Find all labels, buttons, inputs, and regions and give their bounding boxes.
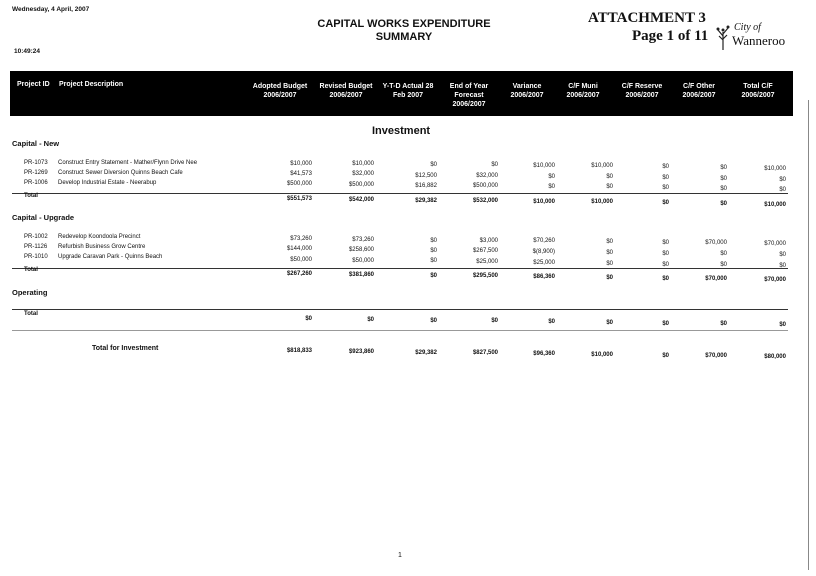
cell-ytd: $0 [430, 238, 437, 244]
total-ytd: $0 [430, 318, 437, 324]
grand-total-total-cf: $80,000 [764, 354, 786, 360]
col-cf-muni-line2: 2006/2007 [566, 92, 600, 99]
cell-variance: $0 [548, 184, 555, 190]
cell-forecast: $25,000 [476, 259, 498, 265]
cell-forecast: $0 [491, 162, 498, 168]
grand-total-cf-reserve: $0 [662, 353, 669, 359]
total-total-cf: $10,000 [764, 202, 786, 208]
col-variance-line1: Variance [512, 83, 542, 90]
cell-ytd: $16,882 [415, 183, 437, 189]
col-cf-other [674, 82, 724, 100]
total-adopted: $0 [305, 316, 312, 322]
col-cf-muni-line1: C/F Muni [568, 83, 598, 90]
section-capital-upgrade: Capital - Upgrade [12, 213, 75, 222]
total-forecast: $295,500 [472, 273, 498, 279]
cell-cf-reserve: $0 [662, 185, 669, 191]
total-ytd: $29,382 [415, 198, 437, 204]
row-project-desc: Develop Industrial Estate - Neerabup [58, 180, 157, 186]
row-project-id: PR-1073 [24, 160, 48, 166]
cell-total-cf: $10,000 [764, 166, 786, 172]
row-project-desc: Redevelop Koondoola Precinct [58, 234, 141, 240]
section-operating: Operating [12, 288, 48, 297]
cell-cf-other: $0 [720, 251, 727, 257]
total-cf-reserve: $0 [662, 276, 669, 282]
cell-ytd: $0 [430, 258, 437, 264]
col-ytd-line2: Feb 2007 [393, 92, 423, 99]
total-variance: $86,360 [533, 274, 555, 280]
total-cf-reserve: $0 [662, 200, 669, 206]
cell-revised: $258,600 [348, 247, 374, 253]
cell-adopted: $10,000 [290, 161, 312, 167]
total-revised: $0 [367, 317, 374, 323]
cell-cf-other: $0 [720, 186, 727, 192]
cell-adopted: $41,573 [290, 171, 312, 177]
col-cf-other-line1: C/F Other [683, 83, 715, 90]
cell-cf-reserve: $0 [662, 251, 669, 257]
col-cf-reserve-line1: C/F Reserve [621, 83, 663, 90]
category-title: Investment [372, 125, 431, 137]
section-rule [12, 330, 788, 331]
cell-adopted: $50,000 [290, 257, 312, 263]
cell-forecast: $3,000 [479, 238, 498, 244]
cell-forecast: $32,000 [476, 173, 498, 179]
col-cf-reserve [614, 82, 670, 100]
cell-ytd: $0 [430, 248, 437, 254]
total-forecast: $532,000 [472, 198, 498, 204]
total-label: Total [24, 193, 38, 199]
grand-total-cf-other: $70,000 [705, 353, 727, 359]
col-revised-line1: Revised Budget [319, 83, 373, 90]
total-cf-reserve: $0 [662, 321, 669, 327]
scan-edge-line [808, 100, 809, 570]
grand-total-revised: $923,860 [348, 349, 374, 355]
grand-total-cf-muni: $10,000 [591, 352, 613, 358]
col-total-cf-line2: 2006/2007 [741, 92, 775, 99]
col-forecast-line1: End of Year [449, 83, 489, 90]
col-variance [500, 82, 554, 100]
report-title-line1: CAPITAL WORKS EXPENDITURE [317, 18, 491, 30]
col-revised [314, 82, 378, 100]
row-project-id: PR-1010 [24, 254, 48, 260]
cell-cf-reserve: $0 [662, 164, 669, 170]
cell-cf-other: $70,000 [705, 240, 727, 246]
grand-total-variance: $96,360 [533, 351, 555, 357]
cell-variance: $70,260 [533, 238, 555, 244]
cell-forecast: $500,000 [472, 183, 498, 189]
col-cf-muni [558, 82, 608, 100]
cell-forecast: $267,500 [472, 248, 498, 254]
grand-total-adopted: $818,833 [286, 348, 312, 354]
total-rule [12, 193, 788, 194]
total-total-cf: $0 [779, 322, 786, 328]
col-total-cf [732, 82, 784, 100]
city-logo [716, 22, 788, 52]
cell-ytd: $12,500 [415, 173, 437, 179]
cell-total-cf: $70,000 [764, 241, 786, 247]
cell-cf-reserve: $0 [662, 175, 669, 181]
row-project-desc: Upgrade Caravan Park - Quinns Beach [58, 254, 163, 260]
cell-revised: $32,000 [352, 171, 374, 177]
report-title [304, 18, 504, 44]
cell-cf-muni: $0 [606, 184, 613, 190]
col-forecast-line3: 2006/2007 [452, 101, 486, 108]
total-cf-muni: $0 [606, 320, 613, 326]
cell-revised: $10,000 [352, 161, 374, 167]
grand-total-ytd: $29,382 [415, 350, 437, 356]
report-title-line2: SUMMARY [375, 31, 433, 43]
row-project-id: PR-1269 [24, 170, 48, 176]
cell-cf-muni: $0 [606, 261, 613, 267]
grand-total-forecast: $827,500 [472, 350, 498, 356]
total-variance: $0 [548, 319, 555, 325]
report-date: Wednesday, 4 April, 2007 [12, 6, 90, 13]
page-indicator: Page 1 of 11 [632, 28, 709, 44]
total-total-cf: $70,000 [764, 277, 786, 283]
total-variance: $10,000 [533, 199, 555, 205]
total-label: Total [24, 311, 38, 317]
cell-total-cf: $0 [779, 177, 786, 183]
cell-ytd: $0 [430, 162, 437, 168]
cell-revised: $73,260 [352, 237, 374, 243]
grand-total-label: Total for Investment [92, 345, 159, 352]
total-label: Total [24, 267, 38, 273]
logo-wanneroo: Wanneroo [732, 33, 786, 48]
row-project-id: PR-1006 [24, 180, 48, 186]
row-project-id: PR-1002 [24, 234, 48, 240]
attachment-label: ATTACHMENT 3 [588, 10, 706, 26]
col-total-cf-line1: Total C/F [743, 83, 773, 90]
total-adopted: $551,573 [286, 196, 312, 202]
row-project-desc: Construct Sewer Diversion Quinns Beach Cafe [58, 170, 183, 176]
report-time: 10:49:24 [14, 48, 41, 55]
total-cf-muni: $0 [606, 275, 613, 281]
col-cf-other-line2: 2006/2007 [682, 92, 716, 99]
total-adopted: $267,260 [286, 271, 312, 277]
col-adopted-line2: 2006/2007 [263, 92, 297, 99]
col-project-desc: Project Description [59, 81, 124, 88]
col-revised-line2: 2006/2007 [329, 92, 363, 99]
total-cf-other: $0 [720, 201, 727, 207]
col-forecast-line2: Forecast [454, 92, 484, 99]
total-rule [12, 268, 788, 269]
row-project-desc: Refurbish Business Grow Centre [58, 244, 146, 250]
col-adopted [248, 82, 312, 100]
cell-cf-muni: $0 [606, 239, 613, 245]
cell-cf-reserve: $0 [662, 262, 669, 268]
cell-cf-muni: $10,000 [591, 163, 613, 169]
cell-cf-muni: $0 [606, 250, 613, 256]
cell-revised: $50,000 [352, 258, 374, 264]
cell-variance: $0 [548, 174, 555, 180]
total-ytd: $0 [430, 273, 437, 279]
total-revised: $542,000 [348, 197, 374, 203]
cell-adopted: $144,000 [286, 246, 312, 252]
cell-total-cf: $0 [779, 263, 786, 269]
col-ytd [378, 82, 438, 100]
cell-cf-other: $0 [720, 262, 727, 268]
col-cf-reserve-line2: 2006/2007 [625, 92, 659, 99]
page-number: 1 [398, 552, 402, 559]
logo-tree-icon [716, 24, 730, 50]
col-ytd-line1: Y-T-D Actual 28 [382, 83, 434, 90]
col-project-id: Project ID [17, 81, 50, 88]
cell-cf-other: $0 [720, 165, 727, 171]
logo-city-of: City of [734, 22, 761, 33]
col-adopted-line1: Adopted Budget [252, 83, 308, 90]
total-forecast: $0 [491, 318, 498, 324]
column-header-bar [10, 71, 793, 116]
row-project-desc: Construct Entry Statement - Mather/Flynn Drive Nee [58, 160, 198, 166]
section-capital-new: Capital - New [12, 139, 60, 148]
cell-adopted: $73,260 [290, 236, 312, 242]
cell-cf-muni: $0 [606, 174, 613, 180]
cell-variance: $(8,900) [532, 249, 555, 255]
cell-revised: $500,000 [348, 182, 374, 188]
cell-total-cf: $0 [779, 252, 786, 258]
cell-cf-other: $0 [720, 176, 727, 182]
cell-cf-reserve: $0 [662, 240, 669, 246]
total-cf-other: $0 [720, 321, 727, 327]
total-cf-muni: $10,000 [591, 199, 613, 205]
total-cf-other: $70,000 [705, 276, 727, 282]
cell-variance: $25,000 [533, 260, 555, 266]
row-project-id: PR-1126 [24, 244, 48, 250]
cell-total-cf: $0 [779, 187, 786, 193]
cell-variance: $10,000 [533, 163, 555, 169]
total-revised: $381,860 [348, 272, 374, 278]
cell-adopted: $500,000 [286, 181, 312, 187]
col-forecast [442, 82, 496, 109]
col-variance-line2: 2006/2007 [510, 92, 544, 99]
total-rule [12, 309, 788, 310]
